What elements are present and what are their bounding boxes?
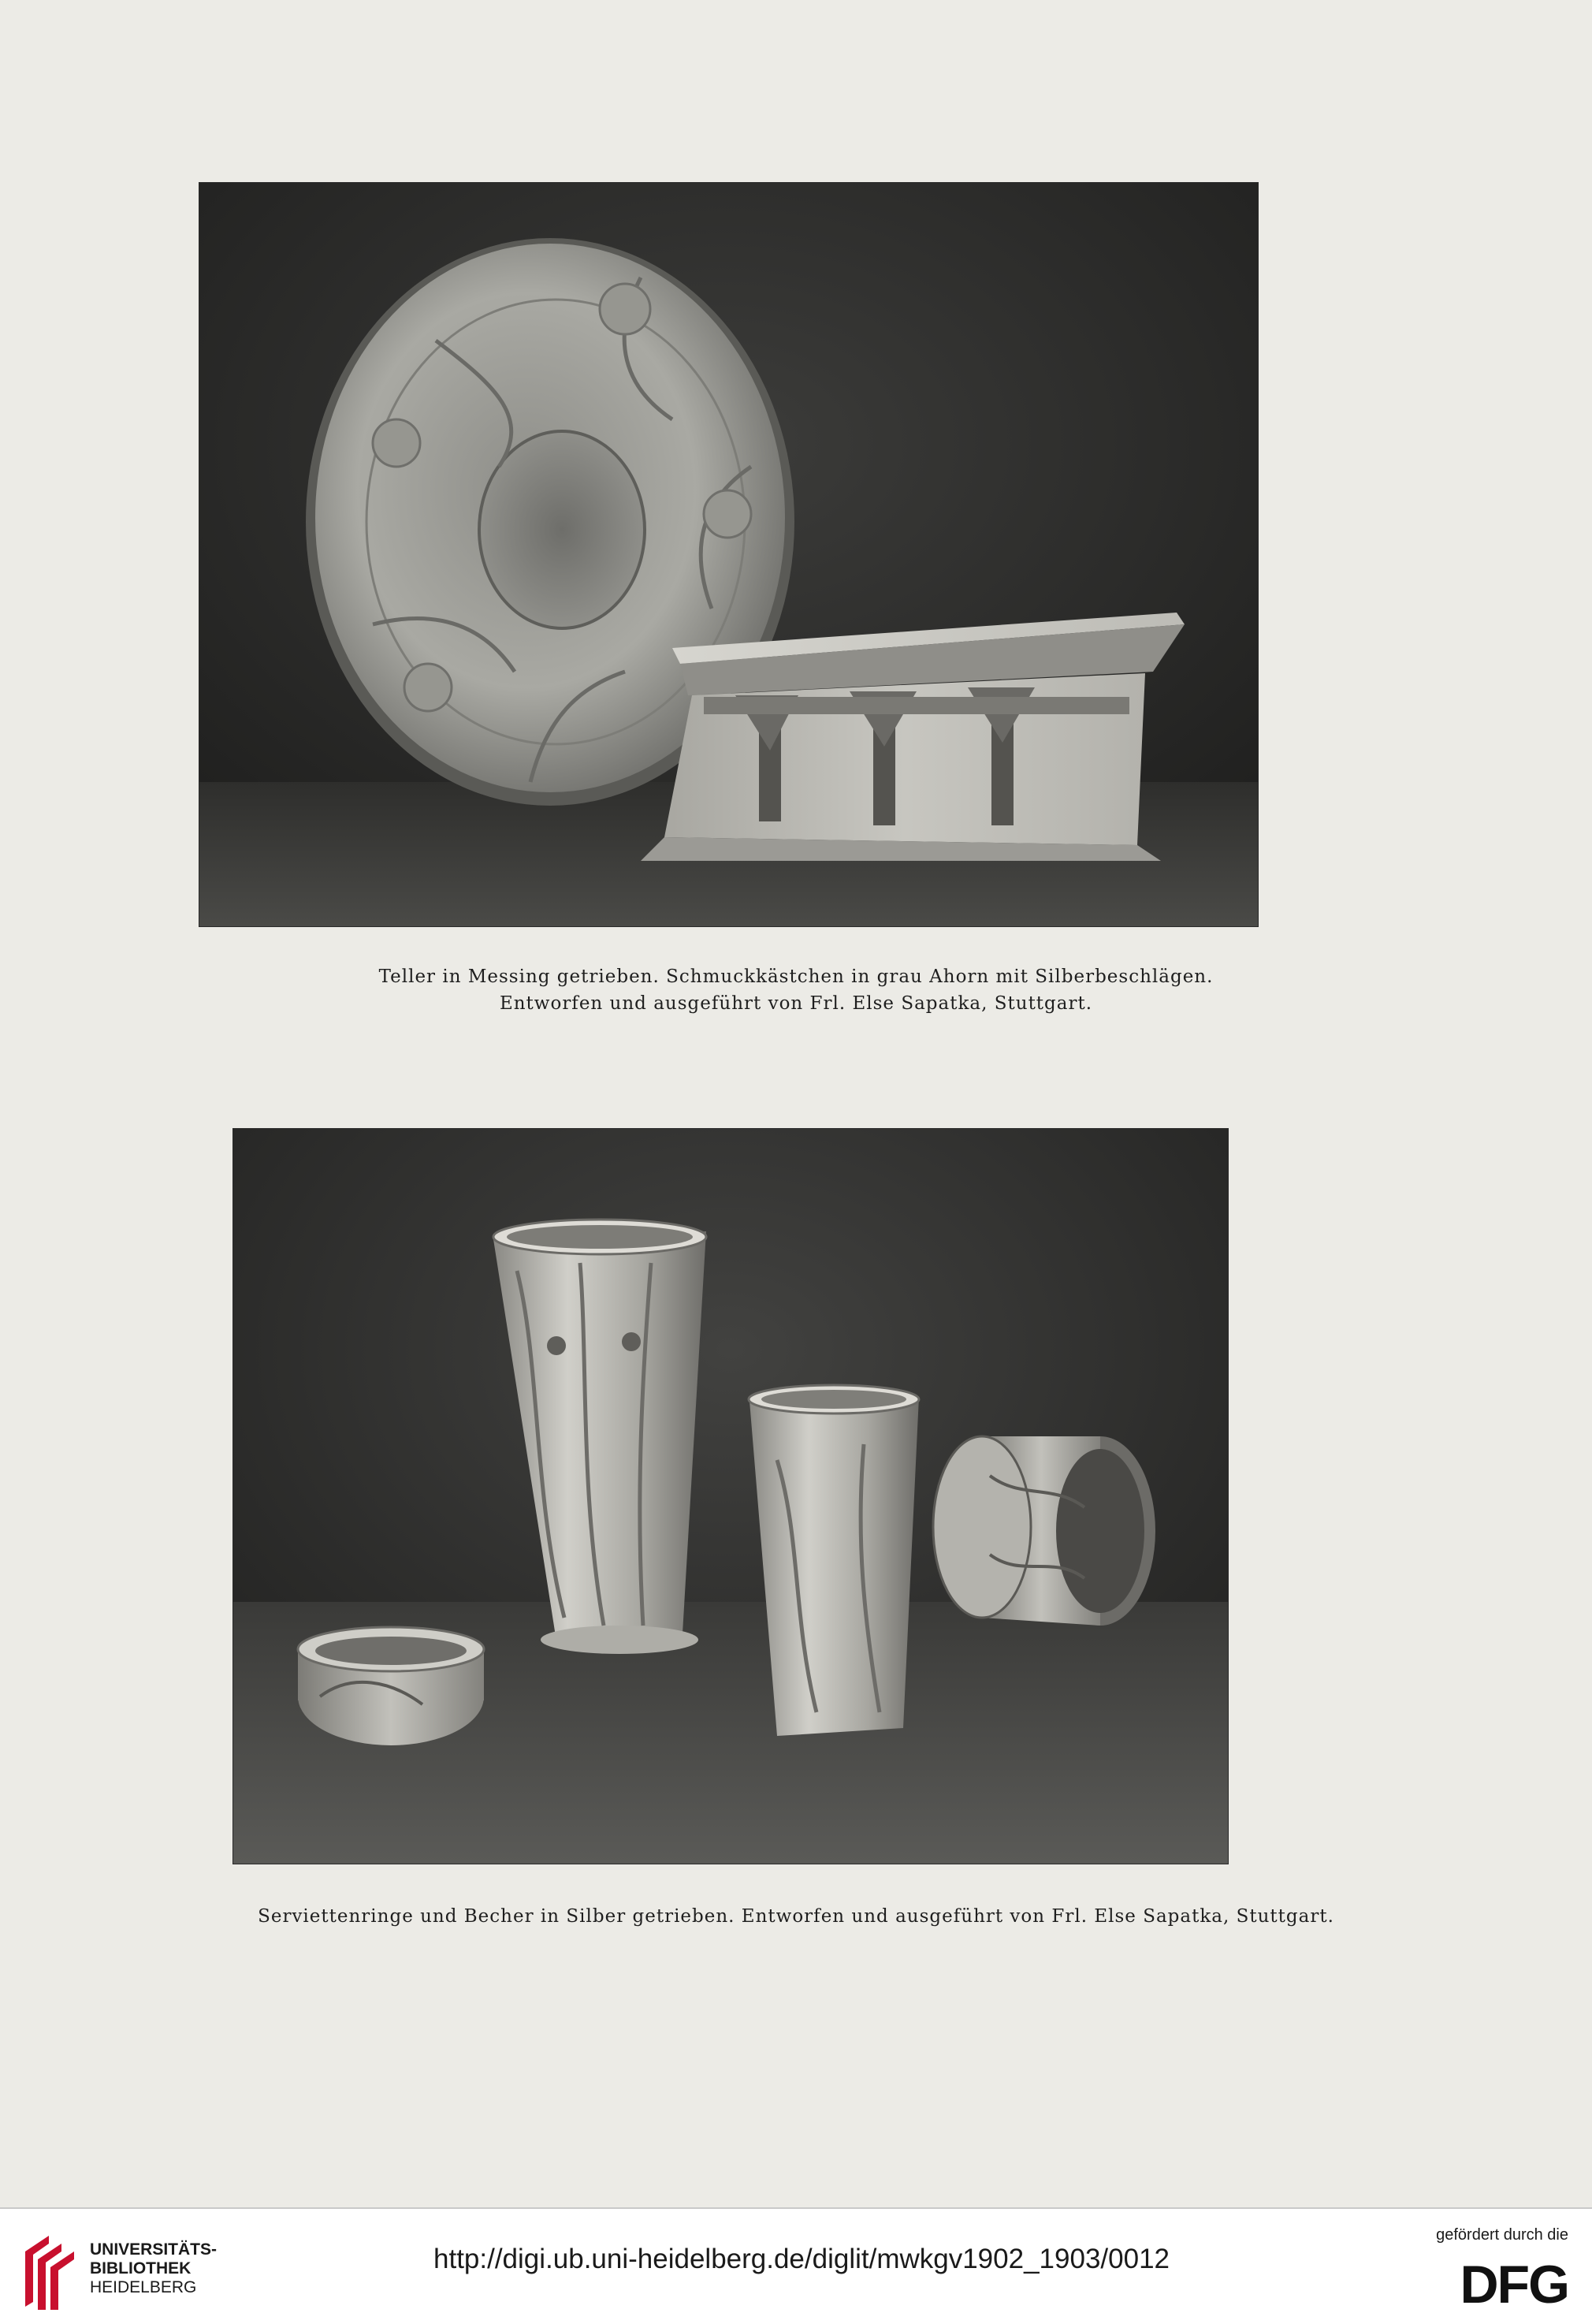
- dfg-logo[interactable]: DFG: [1460, 2255, 1568, 2315]
- library-line1: UNIVERSITÄTS-: [90, 2240, 218, 2259]
- library-name[interactable]: [90, 2240, 217, 2297]
- ub-heidelberg-logo-icon[interactable]: [17, 2228, 79, 2310]
- permalink-url[interactable]: http://digi.ub.uni-heidelberg.de/diglit/mwkgv1902_1903/0012: [433, 2244, 1170, 2274]
- caption-plate-line1: Teller in Messing getrieben. Schmuckkästchen in grau Ahorn mit Silberbeschlägen.: [378, 966, 1214, 987]
- caption-plate-line2: Entworfen und ausgeführt von Frl. Else Sapatka, Stuttgart.: [499, 993, 1093, 1014]
- library-line2: BIBLIOTHEK: [90, 2259, 192, 2277]
- caption-napkin-rings: Serviettenringe und Becher in Silber getrieben. Entworfen und ausgeführt von Frl. Else Sapatka, Stuttgart.: [258, 1906, 1334, 1927]
- rings-cups-illustration: [233, 1129, 1228, 1864]
- photo-plate-and-jewel-box: [199, 183, 1258, 926]
- funding-note: gefördert durch die: [1436, 2226, 1568, 2244]
- footer-bar: [0, 2207, 1592, 2324]
- photo-napkin-rings-and-cups: [233, 1129, 1228, 1864]
- library-line3: HEIDELBERG: [90, 2278, 197, 2296]
- plate-box-illustration: [199, 183, 1258, 926]
